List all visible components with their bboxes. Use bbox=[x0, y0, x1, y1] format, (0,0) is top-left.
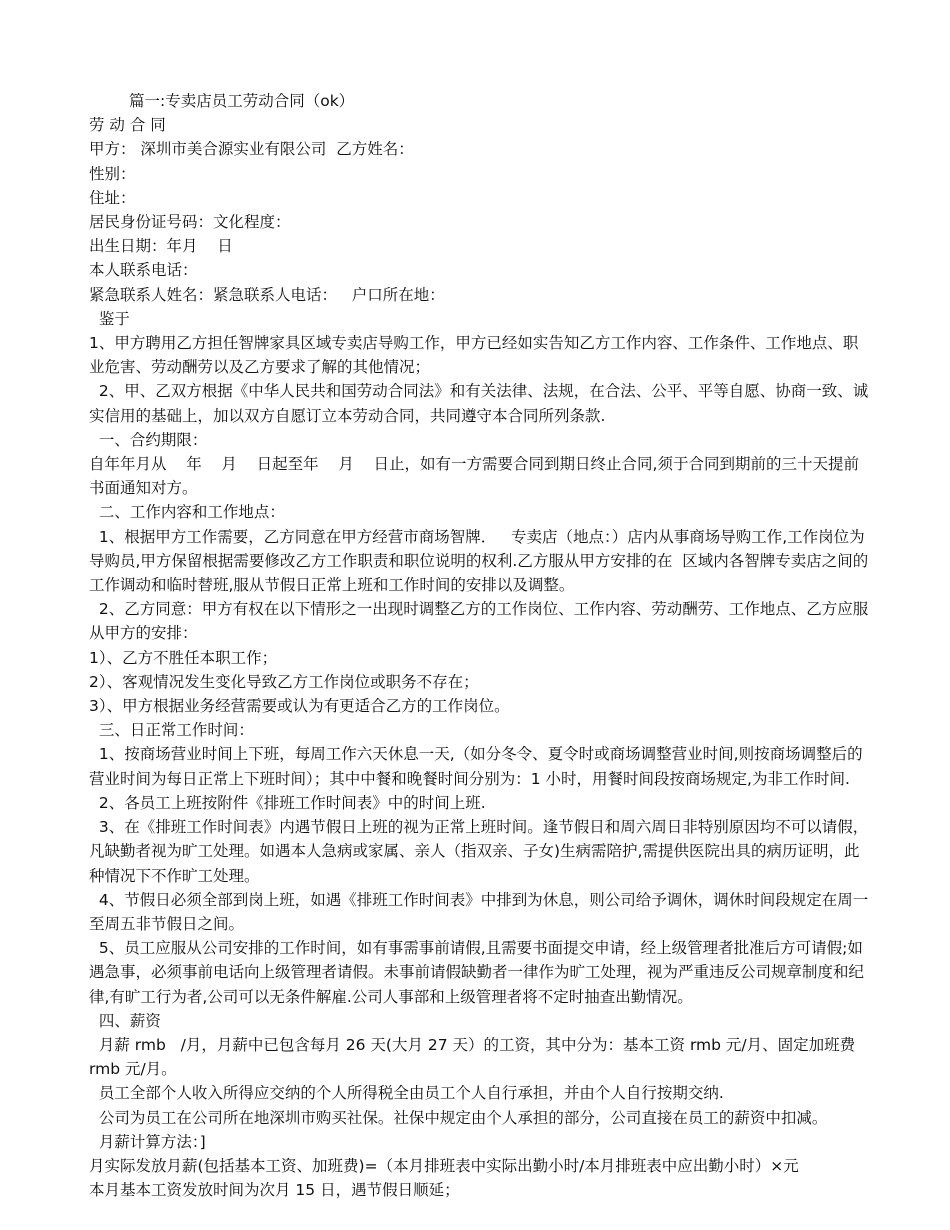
birth-date-line: 出生日期：年月 日 bbox=[89, 237, 233, 256]
salary-formula-line: 月实际发放月薪(包括基本工资、加班费)=（本月排班表中实际出勤小时/本月排班表中应出勤小时）×元 bbox=[89, 1156, 799, 1175]
emergency-contact-line: 紧急联系人姓名：紧急联系人电话： 户口所在地： bbox=[89, 285, 445, 304]
section-3-paragraph-3: 3、在《排班工作时间表》内遇节假日上班的视为正常上班时间。逢节假日和周六周日非特别原因均不可以请假，凡缺勤者视为旷工处理。如遇本人急病或家属、亲人（指双亲、子女)生病需陪护,需提供医院出具的病历证明，此种情况下不作旷工处理。 bbox=[89, 818, 869, 885]
salary-payment-date-line: 本月基本工资发放时间为次月 15 日，遇节假日顺延； bbox=[89, 1181, 460, 1200]
section-1-heading: 一、合约期限： bbox=[89, 430, 208, 449]
section-4-paragraph-2: 员工全部个人收入所得应交纳的个人所得税全由员工个人自行承担，并由个人自行按期交纳. bbox=[89, 1084, 724, 1103]
section-4-paragraph-3: 公司为员工在公司所在地深圳市购买社保。社保中规定由个人承担的部分，公司直接在员工的薪资中扣减。 bbox=[89, 1108, 828, 1127]
section-4-paragraph-4: 月薪计算方法：] bbox=[89, 1132, 206, 1151]
whereas-heading: 鉴于 bbox=[89, 309, 130, 328]
section-3-paragraph-2: 2、各员工上班按附件《排班工作时间表》中的时间上班. bbox=[89, 793, 486, 812]
section-2-paragraph-2: 2、乙方同意：甲方有权在以下情形之一出现时调整乙方的工作岗位、工作内容、劳动酬劳、工作地点、乙方应服从甲方的安排： bbox=[89, 600, 869, 643]
section-3-paragraph-1: 1、按商场营业时间上下班，每周工作六天休息一天,（如分冬令、夏令时或商场调整营业时间,则按商场调整后的营业时间为每日正常上下班时间）；其中中餐和晚餐时间分别为：1 小时，用餐时间段按商场规定,为非工作时间. bbox=[89, 745, 863, 788]
document-header: 篇一:专卖店员工劳动合同（ok） bbox=[129, 92, 355, 110]
whereas-paragraph-1: 1、甲方聘用乙方担任智牌家具区域专卖店导购工作，甲方已经如实告知乙方工作内容、工作条件、工作地点、职业危害、劳动酬劳以及乙方要求了解的其他情况； bbox=[89, 334, 859, 377]
section-2-paragraph-1: 1、根据甲方工作需要，乙方同意在甲方经营市商场智牌． 专卖店（地点：）店内从事商场导购工作,工作岗位为导购员,甲方保留根据需要修改乙方工作职责和职位说明的权利.乙方服从甲方安排的在 区域内各智牌专卖店之间的工作调动和临时替班,服从节假日正常上班和工作时间的安排以及调整。 bbox=[89, 527, 869, 595]
section-3-heading: 三、日正常工作时间： bbox=[89, 721, 254, 740]
section-3-paragraph-5: 5、员工应服从公司安排的工作时间，如有事需事前请假,且需要书面提交申请，经上级管理者批准后方可请假;如遇急事，必须事前电话向上级管理者请假。未事前请假缺勤者一律作为旷工处理，视为严重违反公司规章制度和纪律,有旷工行为者,公司可以无条件解雇.公司人事部和上级管理者将不定时抽查出勤情况。 bbox=[89, 939, 865, 1006]
party-a-line: 甲方： 深圳市美合源实业有限公司 乙方姓名： bbox=[89, 140, 414, 159]
address-line: 住址： bbox=[89, 188, 136, 207]
whereas-paragraph-2: 2、甲、乙双方根据《中华人民共和国劳动合同法》和有关法律、法规，在合法、公平、平等自愿、协商一致、诚实信用的基础上，加以双方自愿订立本劳动合同，共同遵守本合同所列条款. bbox=[89, 382, 869, 425]
section-2-heading: 二、工作内容和工作地点： bbox=[89, 503, 285, 522]
section-2-item-2: 2）、客观情况发生变化导致乙方工作岗位或职务不存在； bbox=[89, 672, 479, 691]
gender-line: 性别： bbox=[89, 164, 136, 183]
section-2-item-1: 1）、乙方不胜任本职工作； bbox=[89, 648, 278, 667]
phone-line: 本人联系电话： bbox=[89, 261, 198, 280]
contract-title: 劳 动 合 同 bbox=[89, 116, 166, 135]
id-education-line: 居民身份证号码：文化程度： bbox=[89, 213, 291, 232]
section-2-item-3: 3）、甲方根据业务经营需要或认为有更适合乙方的工作岗位。 bbox=[89, 697, 510, 716]
section-1-paragraph: 自年年月从 年 月 日起至年 月 日止，如有一方需要合同到期日终止合同,须于合同到期前的三十天提前书面通知对方。 bbox=[89, 455, 859, 498]
section-3-paragraph-4: 4、节假日必须全部到岗上班，如遇《排班工作时间表》中排到为休息，则公司给予调休，调休时间段规定在周一至周五非节假日之间。 bbox=[89, 890, 869, 933]
section-4-heading: 四、薪资 bbox=[89, 1011, 161, 1030]
section-4-paragraph-1: 月薪 rmb /月，月薪中已包含每月 26 天(大月 27 天）的工资，其中分为：基本工资 rmb 元/月、固定加班费 rmb 元/月。 bbox=[89, 1035, 861, 1079]
